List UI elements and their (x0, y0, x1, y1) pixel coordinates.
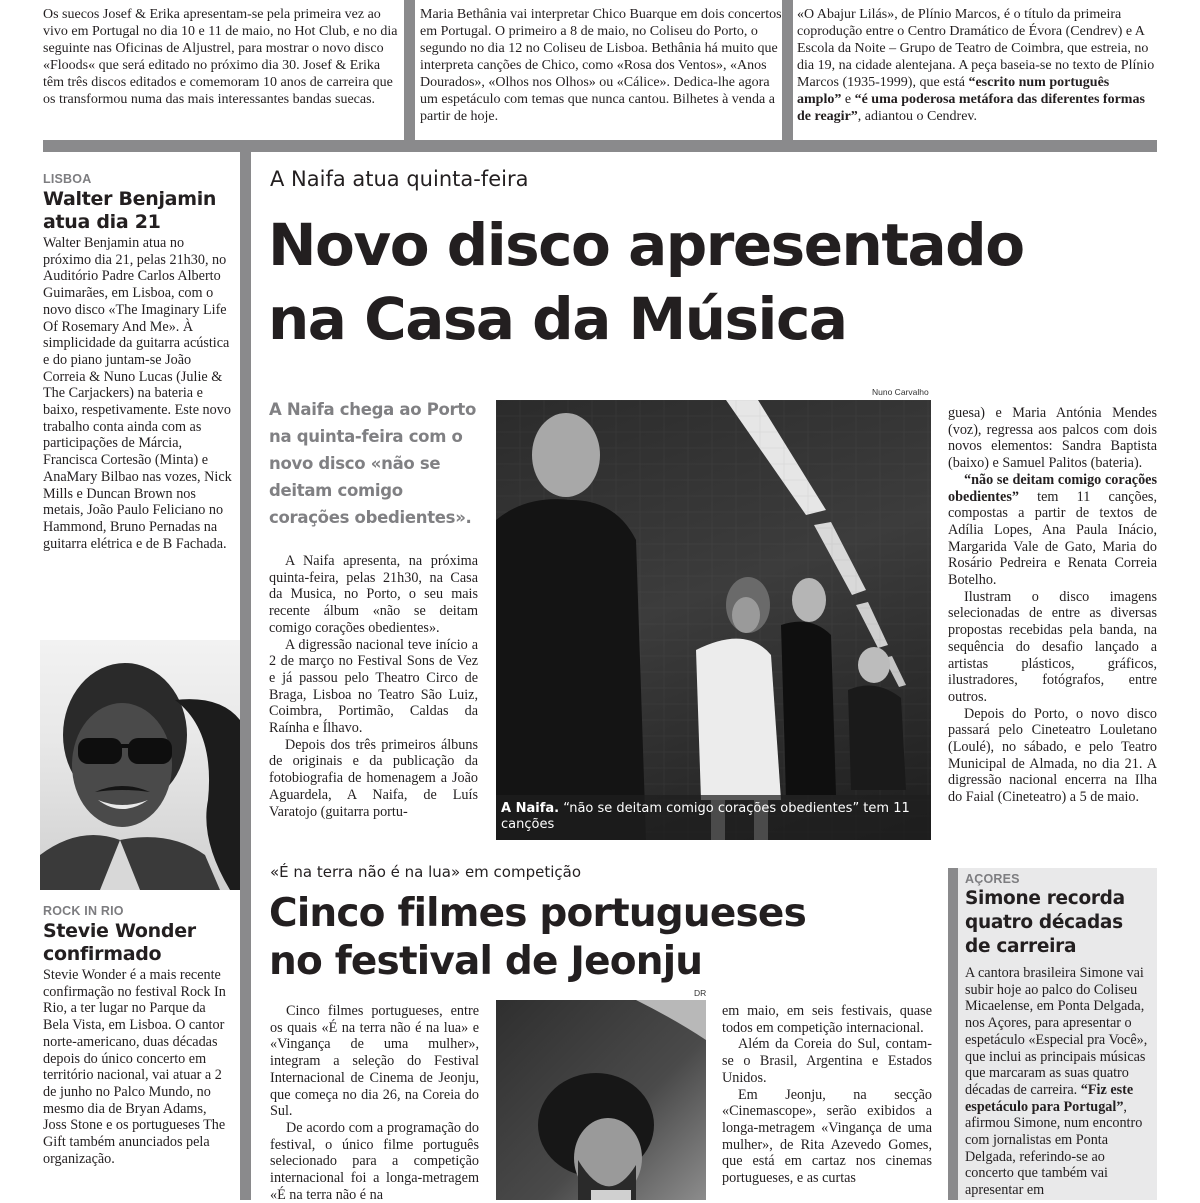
brief-text: A cantora brasileira Simone vai subir hoje ao palco do Coliseu Micaelense, em Ponta Delgada, nos Açores, para apresentar o espetáculo «Especial pra Você», que inclui as principais músicas que marcaram as suas quatro décadas de carreira. “Fiz este espetáculo para Portugal”, afirmou Simone, num encontro com jornalistas em Ponta Delgada, referindo-se ao concerto que também vai apresentar em (965, 965, 1148, 1199)
article-lead: A Naifa chega ao Porto na quinta-feira com o novo disco «não se deitam comigo corações obedientes». (269, 400, 476, 527)
top-brief-josef-erika (43, 6, 401, 108)
brief-title: Simone recorda quatro décadas de carreira (965, 888, 1125, 957)
photo-credit: Nuno Carvalho (872, 387, 929, 397)
sidebar-brief-box (948, 868, 1157, 1200)
brief-text: Walter Benjamin atua no próximo dia 21, pelas 21h30, no Auditório Padre Carlos Alberto Guimarães, em Lisboa, com o novo disco «The Imaginary Life Of Rosemary And Me». À simplicidade da guitarra acústica e do piano juntam-se João Correia & Nuno Lucas (Julie & The Carjackers) na bateria e baixo, respetivamente. Este novo trabalho conta ainda com as participações de Márcia, Francisca Cortesão (Minta) e AnaMary Bilbao nas vozes, Nick Mills e Duncan Brown nos metais, João Paulo Feliciano no Hammond, Bruno Pernadas na guitarra elétrica e de B Fachada. (43, 235, 232, 552)
column-divider (782, 0, 793, 140)
brief-kicker: ROCK IN RIO (43, 904, 124, 918)
brief-kicker: AÇORES (965, 872, 1020, 886)
section-rule (43, 140, 1157, 152)
photo-caption: A Naifa. “não se deitam comigo corações obedientes” tem 11 canções (496, 795, 931, 840)
brief-text: Os suecos Josef & Erika apresentam-se pela primeira vez ao vivo em Portugal no dia 10 e 11 de maio, no Hot Club, e no dia seguinte nas Oficinas de Aljustrel, para mostrar o novo disco «Floods« que será editado no próximo dia 30. Josef & Erika têm três discos editados e comemoram 10 anos de carreira que os transformou numa das mais interessantes bandas suecas. (43, 7, 398, 107)
article-column-1: A Naifa apresenta, na próxima quinta-feira, pelas 21h30, na Casa da Musica, no Porto, o seu mais recente álbum «não se deitam comigo corações obedientes». A digressão nacional teve início a 2 de março no Festival Sons de Vez e já passou pelo Theatro Circo de Braga, Lisboa no Teatro São Luiz, Coimbra, Portimão, Caldas da Raínha e Ílhavo. Depois dos três primeiros álbuns de originais e da publicação da fotobiografia de homenagem a João Aguardela, A Naifa, de Luís Varatojo (guitarra portu- (269, 553, 478, 820)
portrait-icon (496, 1000, 706, 1200)
column-divider (404, 0, 415, 140)
brief-title: Walter Benjamin atua dia 21 (43, 188, 217, 233)
top-brief-abajur-lilas: «O Abajur Lilás», de Plínio Marcos, é o título da primeira coprodução entre o Centro Dramático de Évora (Cendrev) e A Escola da Noite – Grupo de Teatro de Coimbra, que estreia, no dia 19, na cidade alentejana. A peça baseia-se no texto de Plínio Marcos (1935-1999), que está “escrito num português amplo” e “é uma poderosa metáfora das diferentes formas de reagir”, adiantou o Cendrev. (797, 7, 1155, 124)
brief-simone (965, 872, 1151, 1199)
quote-bold: “Fiz este espetáculo para Portugal” (965, 1081, 1134, 1115)
band-photo-icon (496, 400, 931, 840)
quote-bold: “não se deitam comigo corações obedientes” (948, 471, 1157, 505)
stevie-wonder-photo (40, 640, 240, 890)
brief-stevie-wonder (43, 904, 233, 1167)
brief-title: Stevie Wonder confirmado (43, 920, 196, 965)
article-overline: A Naifa atua quinta-feira (270, 167, 529, 191)
sidebar-accent-bar (948, 868, 958, 1200)
brief-kicker: LISBOA (43, 172, 92, 186)
article-headline: Novo disco apresentado na Casa da Música (268, 211, 1024, 353)
quote-bold: “escrito num português amplo” (797, 75, 1110, 107)
brief-text: Maria Bethânia vai interpretar Chico Buarque em dois concertos em Portugal. O primeiro a 8 de maio, no Coliseu do Porto, o segundo no dia 12 no Coliseu de Lisboa. Bethânia há muito que interpreta canções de Chico, como «Rosa dos Ventos», «Anos Dourados», «Olhos nos Olhos» ou «Cálice». Dedica-lhe agora um espetáculo com temas que nunca cantou. Bilhetes à venda a partir de hoje. (420, 7, 782, 124)
brief-walter-benjamin (43, 172, 233, 552)
column-divider (240, 150, 251, 1200)
article-headline: Cinco filmes portugueses no festival de Jeonju (269, 891, 806, 984)
portrait-icon (40, 640, 240, 890)
film-actor-photo (496, 1000, 706, 1200)
a-naifa-photo (496, 400, 931, 840)
photo-credit: DR (694, 988, 707, 998)
quote-bold: “é uma poderosa metáfora das diferentes formas de reagir” (797, 92, 1145, 124)
article-column-2: em maio, em seis festivais, quase todos em competição internacional. Além da Coreia do Sul, contam-se o Brasil, Argentina e Estados Unidos. Em Jeonju, na secção «Cinemascope», serão exibidos a longa-metragem «Vingança de uma mulher», de Rita Azevedo Gomes, que está em cartaz nos cinemas portugueses, e as curtas (722, 1003, 932, 1187)
top-brief-maria-bethania (420, 6, 782, 125)
brief-text: Stevie Wonder é a mais recente confirmação no festival Rock In Rio, a ter lugar no Parque da Bela Vista, em Lisboa. O cantor norte-americano, duas décadas depois do único concerto em território nacional, vai atuar a 2 de junho no Palco Mundo, no mesmo dia de Bryan Adams, Joss Stone e os portugueses The Gift também anunciados pela organização. (43, 967, 226, 1167)
article-column-1: Cinco filmes portugueses, entre os quais «É na terra não é na lua» e «Vingança de uma mulher», integram a seleção do Festival Internacional de Cinema de Jeonju, que começa no dia 26, na Coreia do Sul. De acordo com a programação do festival, o único filme português selecionado para a competição internacional foi a longa-metragem «É na terra não é na (270, 1003, 479, 1203)
article-column-2: guesa) e Maria Antónia Mendes (voz), regressa aos palcos com dois novos elementos: Sandra Baptista (baixo) e Samuel Palitos (bateria). “não se deitam comigo corações obedientes” tem 11 canções, compostas a partir de textos de Adília Lopes, Ana Paula Inácio, Margarida Vale de Gato, Maria do Rosário Pedreira e Renata Correia Botelho. Ilustram o disco imagens selecionadas de entre as diversas propostas recebidas pela banda, na sequência do desafio lançado a artistas plásticos, gráficos, ilustradores, fotógrafos, entre outros. Depois do Porto, o novo disco passará pelo Cineteatro Louletano (Loulé), no sábado, e pelo Teatro Municipal de Almada, no dia 21. A digressão nacional encerra na Ilha do Faial (Cineteatro) a 5 de maio. (948, 405, 1157, 806)
article-overline: «É na terra não é na lua» em competição (270, 863, 582, 881)
